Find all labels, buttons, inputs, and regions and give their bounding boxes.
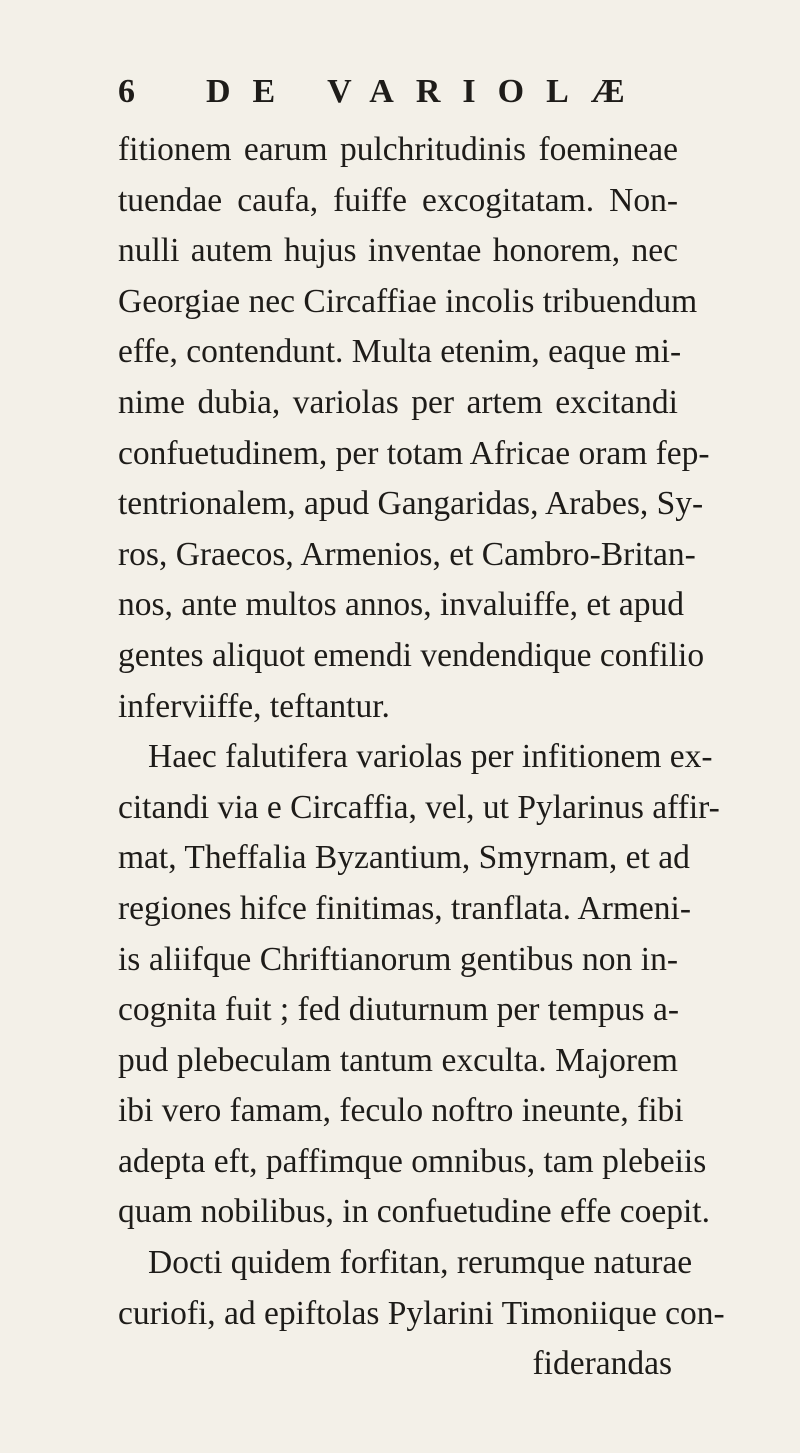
text-line: effe, contendunt. Multa etenim, eaque mi- [118, 333, 682, 371]
text-line: confuetudinem, per totam Africae oram fep- [118, 434, 710, 472]
text-line: nulli autem hujus inventae honorem, nec [118, 232, 678, 270]
text-line: citandi via e Circaffia, vel, ut Pylarinus affir- [118, 788, 720, 826]
running-title: DE VARIOLÆ [206, 73, 647, 110]
text-line: gentes aliquot emendi vendendique confilio [118, 636, 705, 674]
page-header [118, 72, 678, 112]
text-line: Docti quidem forfitan, rerumque naturae [148, 1244, 693, 1282]
text-line: cognita fuit ; fed diuturnum per tempus a- [118, 991, 679, 1029]
text-line: nime dubia, variolas per artem excitandi [118, 383, 678, 421]
text-line: mat, Theffalia Byzantium, Smyrnam, et ad [118, 839, 690, 877]
text-line: fitionem earum pulchritudinis foemineae [118, 131, 678, 168]
text-line: Georgiae nec Circaffiae incolis tribuendum [118, 282, 698, 320]
text-line: tuendae caufa, fuiffe excogitatam. Non- [118, 181, 678, 219]
text-line: quam nobilibus, in confuetudine effe coepit. [118, 1193, 710, 1231]
body-text [118, 125, 725, 1390]
text-line: inferviiffe, teftantur. [118, 687, 390, 725]
text-line: tentrionalem, apud Gangaridas, Arabes, Sy- [118, 485, 704, 523]
text-line: ibi vero famam, feculo noftro ineunte, fibi [118, 1092, 684, 1130]
catchword-line: fiderandas [532, 1345, 672, 1383]
text-line: curiofi, ad epiftolas Pylarini Timoniique con- [118, 1294, 725, 1332]
text-line: adepta eft, paffimque omnibus, tam plebeiis [118, 1142, 707, 1180]
page-number: 6 [118, 73, 135, 110]
text-line: regiones hifce finitimas, tranflata. Armeni- [118, 889, 692, 927]
paragraph-start-line: Haec falutifera variolas per infitionem ex- [148, 738, 713, 776]
text-line: pud plebeculam tantum exculta. Majorem [118, 1041, 678, 1079]
text-line: is aliifque Chriftianorum gentibus non in- [118, 940, 678, 978]
text-line: nos, ante multos annos, invaluiffe, et apud [118, 586, 684, 624]
text-line: ros, Graecos, Armenios, et Cambro-Britan- [118, 535, 696, 573]
